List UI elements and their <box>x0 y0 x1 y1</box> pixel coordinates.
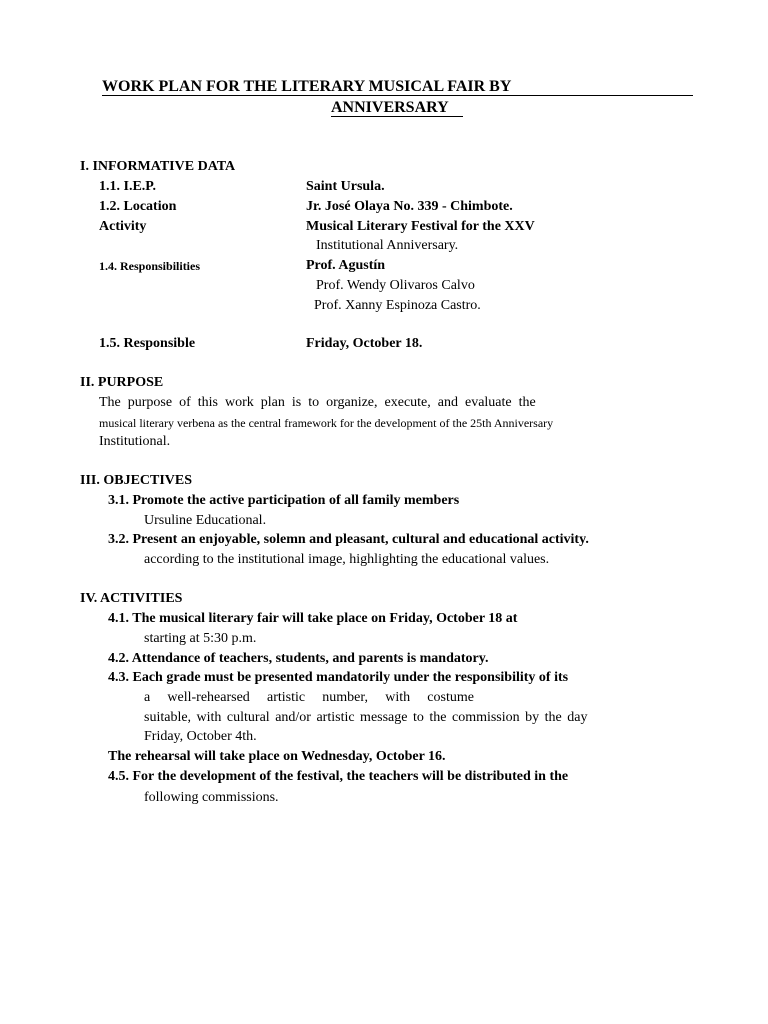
word: artistic <box>267 690 306 705</box>
activity-4-5-cont: following commissions. <box>144 790 279 805</box>
objective-3-1: 3.1. Promote the active participation of all family members <box>108 493 460 508</box>
objective-3-2-cont: according to the institutional image, highlighting the educational values. <box>144 552 550 567</box>
activity-4-3-cont3: Friday, October 4th. <box>144 729 257 744</box>
section-heading-objectives: III. OBJECTIVES <box>80 473 193 488</box>
section-heading-activities: IV. ACTIVITIES <box>80 591 183 606</box>
word: a <box>144 690 151 705</box>
purpose-line3: Institutional. <box>99 434 171 449</box>
section-heading-purpose: II. PURPOSE <box>80 375 164 390</box>
info-value-activity: Musical Literary Festival for the XXV <box>306 219 535 234</box>
info-label-location: 1.2. Location <box>99 199 177 214</box>
section-heading-informative: I. INFORMATIVE DATA <box>80 159 236 174</box>
activity-4-2: 4.2. Attendance of teachers, students, and parents is mandatory. <box>108 651 489 666</box>
title-underline-1 <box>102 95 693 96</box>
title-underline-2 <box>331 116 463 117</box>
word: number, <box>322 690 369 705</box>
activity-4-1-cont: starting at 5:30 p.m. <box>144 631 257 646</box>
info-value-responsibilities-3: Prof. Xanny Espinoza Castro. <box>314 298 481 313</box>
info-value-responsibilities: Prof. Agustín <box>306 258 386 273</box>
info-value-responsible: Friday, October 18. <box>306 336 423 351</box>
activity-4-3-cont1 <box>144 689 474 707</box>
objective-3-1-cont: Ursuline Educational. <box>144 513 267 528</box>
document-title-line1: WORK PLAN FOR THE LITERARY MUSICAL FAIR BY <box>102 78 512 95</box>
activity-4-3: 4.3. Each grade must be presented mandatorily under the responsibility of its <box>108 670 569 685</box>
word: costume <box>427 690 474 705</box>
word: well-rehearsed <box>167 690 250 705</box>
rehearsal-note: The rehearsal will take place on Wednesday, October 16. <box>108 749 446 764</box>
info-label-iep: 1.1. I.E.P. <box>99 179 157 194</box>
word: with <box>385 690 411 705</box>
objective-3-2: 3.2. Present an enjoyable, solemn and pleasant, cultural and educational activity. <box>108 532 589 547</box>
info-label-responsible: 1.5. Responsible <box>99 336 196 351</box>
info-value-iep: Saint Ursula. <box>306 179 385 194</box>
info-value-activity-cont: Institutional Anniversary. <box>316 238 459 253</box>
info-label-activity: Activity <box>99 219 147 234</box>
activity-4-1: 4.1. The musical literary fair will take place on Friday, October 18 at <box>108 611 518 626</box>
document-title-line2: ANNIVERSARY <box>331 99 449 116</box>
activity-4-5: 4.5. For the development of the festival, the teachers will be distributed in the <box>108 769 569 784</box>
purpose-line2: musical literary verbena as the central framework for the development of the 25th Anniversary <box>99 416 554 430</box>
purpose-line1: The purpose of this work plan is to organize, execute, and evaluate the <box>99 395 536 410</box>
info-label-responsibilities: 1.4. Responsibilities <box>99 259 201 273</box>
info-value-responsibilities-2: Prof. Wendy Olivaros Calvo <box>316 278 475 293</box>
activity-4-3-cont2: suitable, with cultural and/or artistic message to the commission by the day <box>144 710 588 725</box>
info-value-location: Jr. José Olaya No. 339 - Chimbote. <box>306 199 513 214</box>
